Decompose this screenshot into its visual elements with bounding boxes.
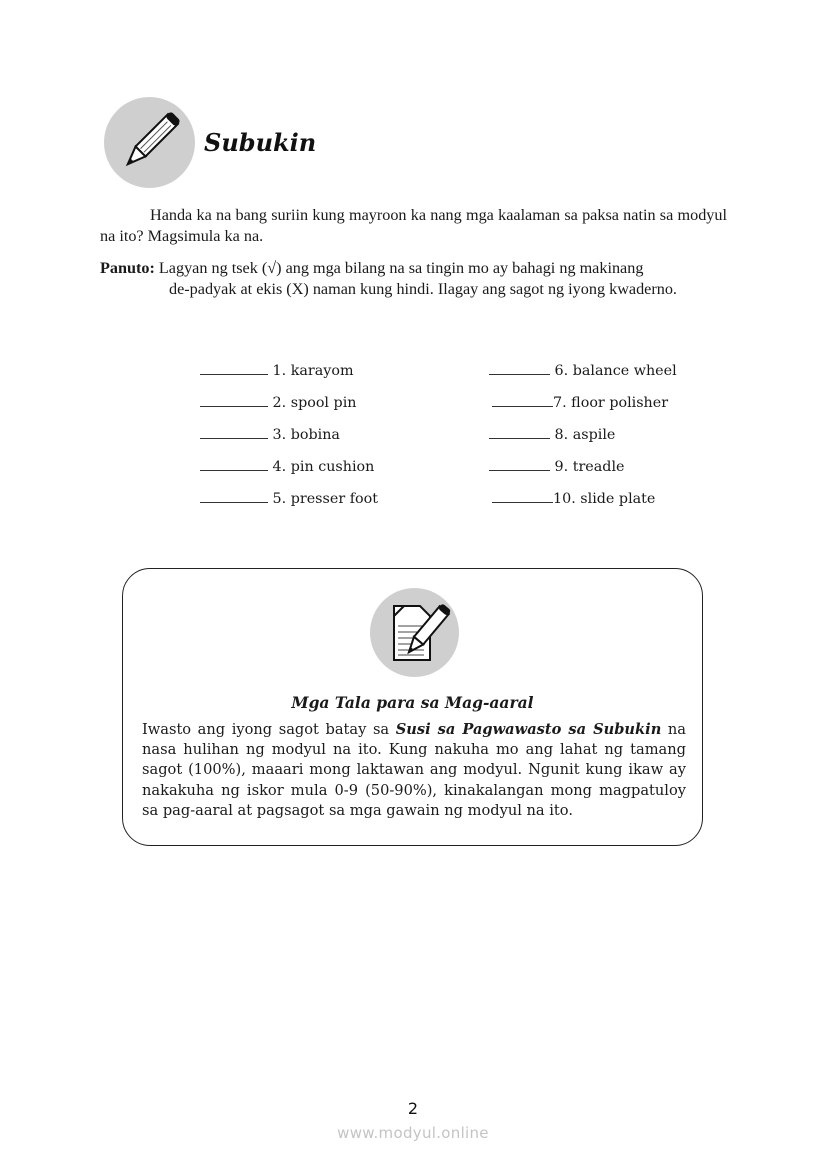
document-pencil-icon: [370, 588, 459, 677]
notes-title: Mga Tala para sa Mag-aaral: [291, 693, 534, 712]
watermark: www.modyul.online: [337, 1124, 489, 1142]
list-item: 3. bobina: [200, 426, 340, 443]
list-item: 10. slide plate: [492, 490, 655, 507]
list-item: 4. pin cushion: [200, 458, 374, 475]
notes-body: Iwasto ang iyong sagot batay sa Susi sa Pagwawasto sa Subukin na nasa hulihan ng modyul na ito. Kung nakuha mo ang lahat ng tamang sagot (100%), maaari mong laktawan ang modyul. Ngunit kung ikaw ay nakakuha ng iskor mula 0-9 (50-90%), kinakalangan mong magpatuloy sa pag-aaral at pagsagot sa mga gawain ng modyul na ito.: [142, 721, 686, 819]
answer-blank[interactable]: [200, 458, 268, 471]
list-item: 6. balance wheel: [489, 362, 677, 379]
answer-blank[interactable]: [492, 490, 553, 503]
directions-label: Panuto:: [100, 259, 155, 277]
list-item: 2. spool pin: [200, 394, 357, 411]
section-title: Subukin: [204, 128, 317, 157]
answer-blank[interactable]: [200, 490, 268, 503]
list-item: 8. aspile: [489, 426, 615, 443]
answer-blank[interactable]: [200, 426, 268, 439]
answer-blank[interactable]: [200, 362, 268, 375]
page-number: 2: [407, 1099, 419, 1118]
answer-blank[interactable]: [489, 426, 550, 439]
directions-line-2: de-padyak at ekis (X) naman kung hindi. Ilagay ang sagot ng iyong kwaderno.: [169, 280, 677, 298]
answer-blank[interactable]: [489, 458, 550, 471]
answer-blank[interactable]: [492, 394, 553, 407]
intro-paragraph: Handa ka na bang suriin kung mayroon ka nang mga kaalaman sa paksa natin sa modyul na ito? Magsimula ka na.: [100, 206, 727, 245]
directions-line-1: Lagyan ng tsek (√) ang mga bilang na sa tingin mo ay bahagi ng makinang: [158, 259, 644, 277]
answer-blank[interactable]: [489, 362, 550, 375]
answer-key-reference: Susi sa Pagwawasto sa Subukin: [395, 721, 662, 738]
directions-paragraph: [100, 258, 727, 300]
answer-blank[interactable]: [200, 394, 268, 407]
list-item: 7. floor polisher: [492, 394, 668, 411]
list-item: 5. presser foot: [200, 490, 378, 507]
list-item: 1. karayom: [200, 362, 354, 379]
list-item: 9. treadle: [489, 458, 624, 475]
pencil-icon: [104, 97, 195, 188]
